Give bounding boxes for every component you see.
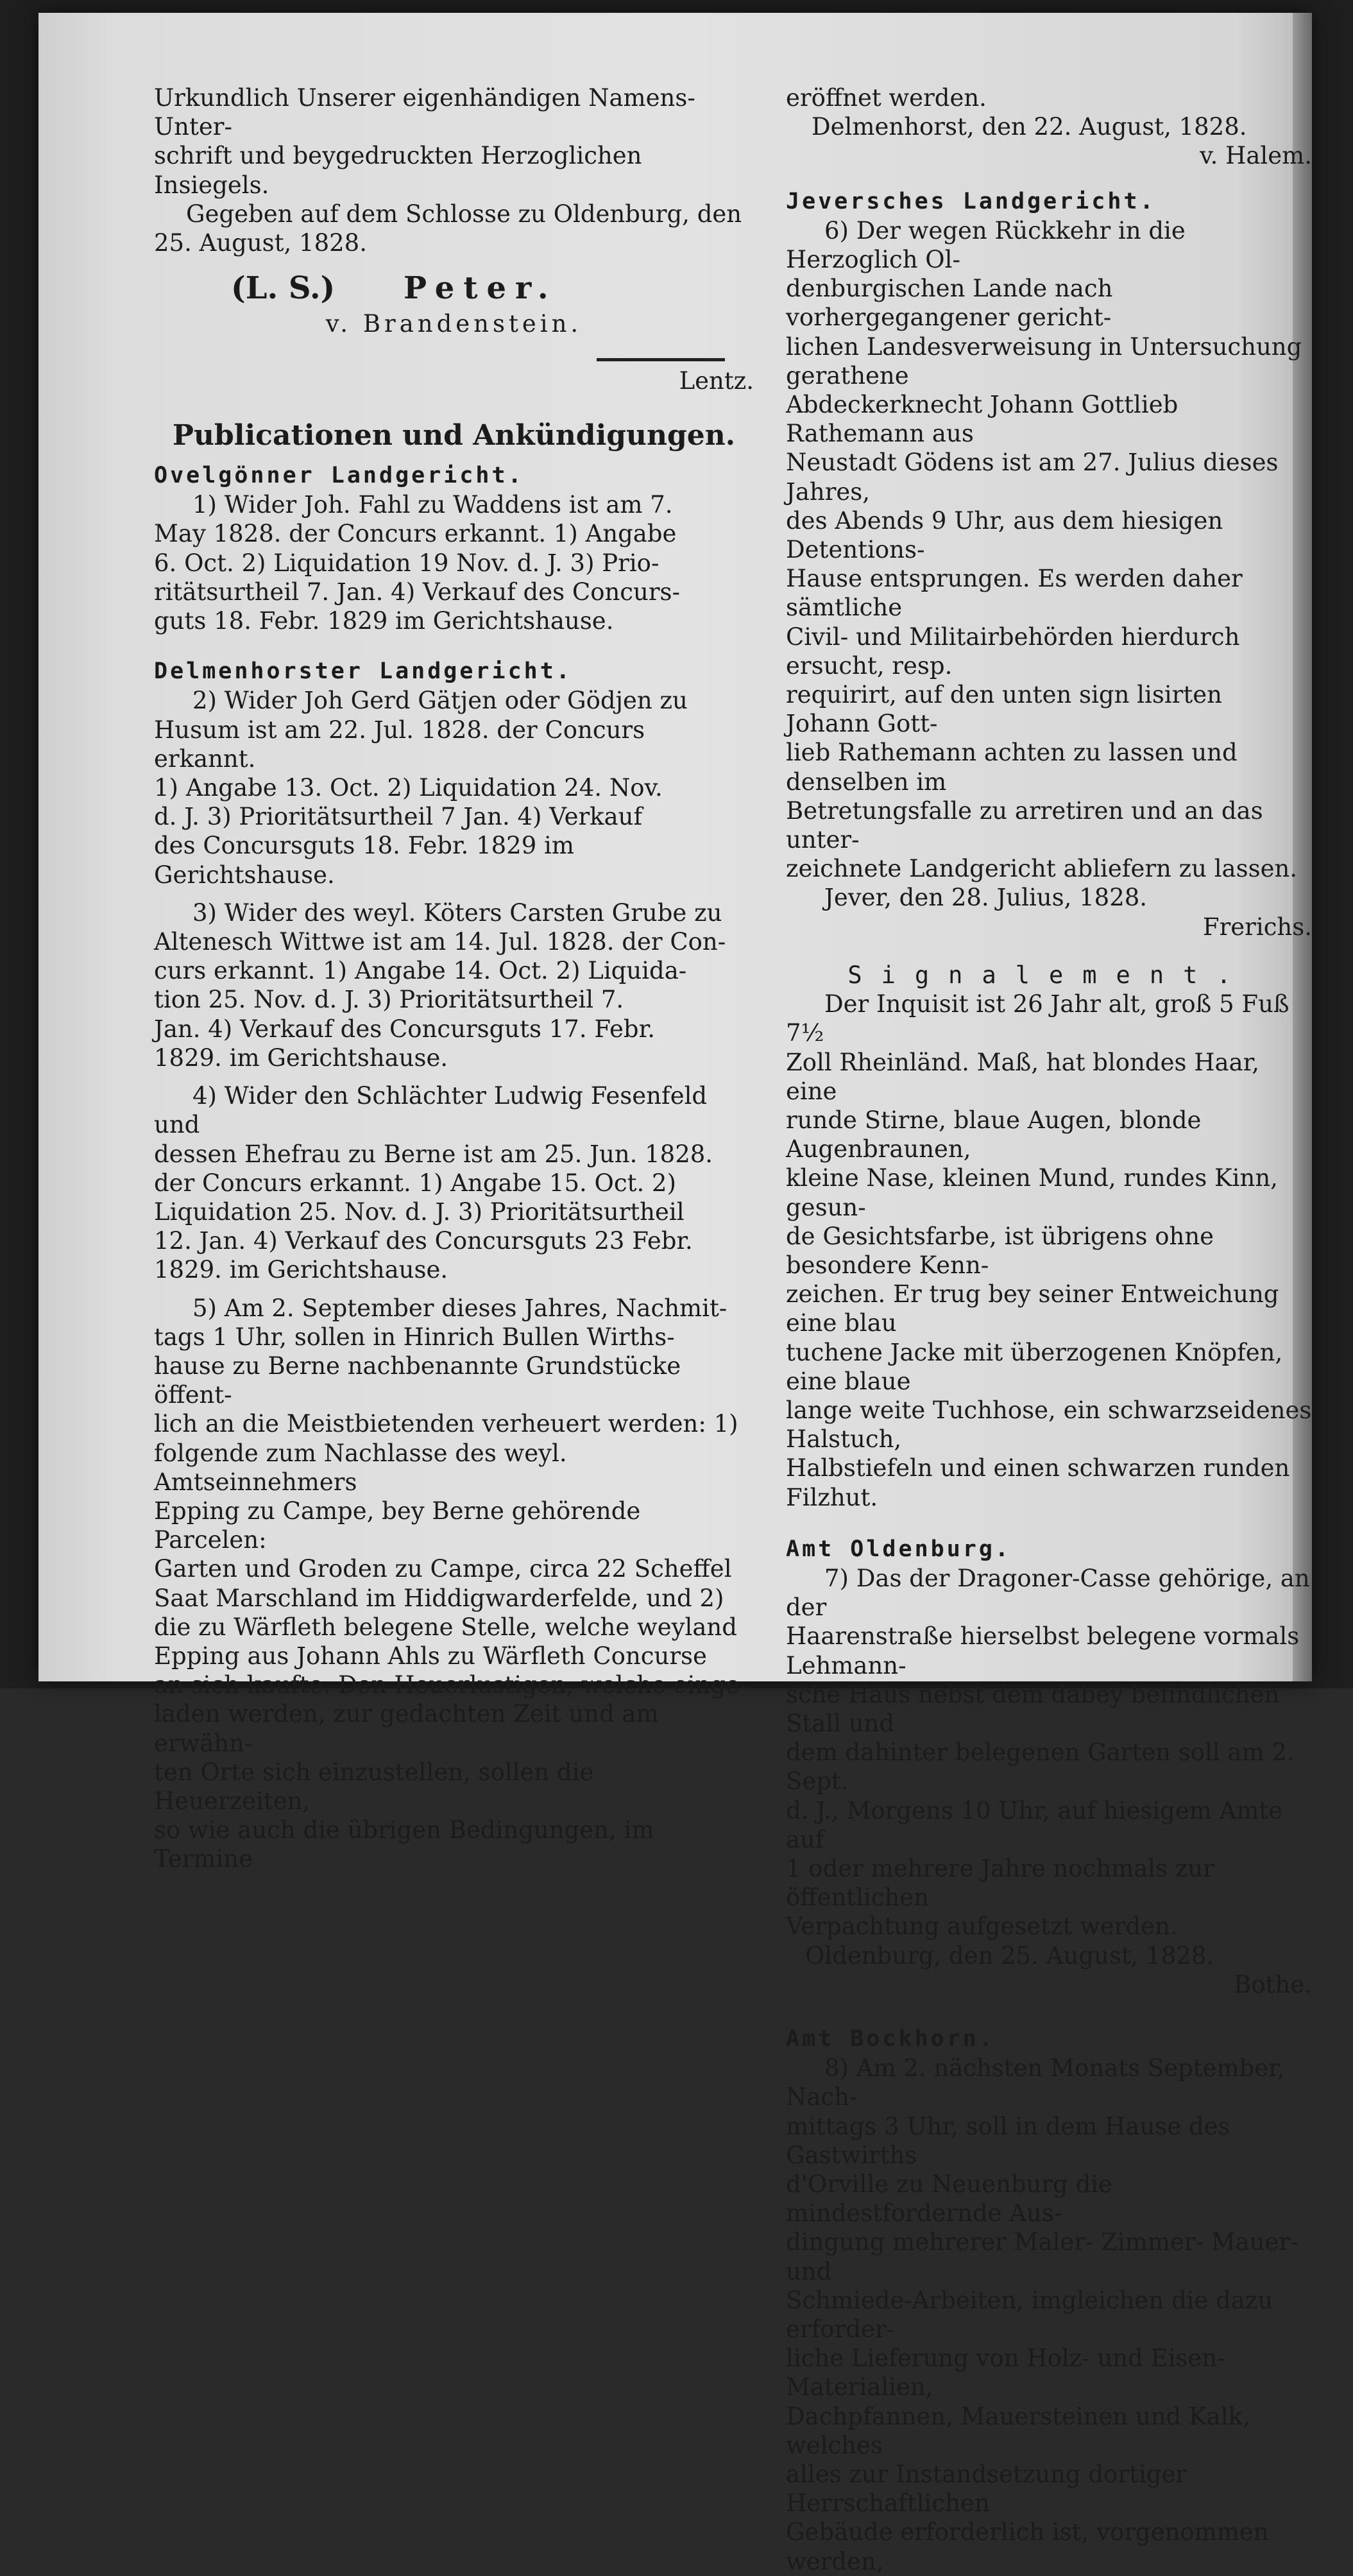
text-line: Neustadt Gödens ist am 27. Julius dieses Jahres, — [786, 449, 1279, 506]
court-heading: Delmenhorster Landgericht. — [154, 658, 572, 685]
text-line: Zoll Rheinländ. Maß, hat blondes Haar, eine — [786, 1048, 1260, 1105]
intro-paragraph — [154, 83, 754, 257]
notice-8 — [786, 2054, 1312, 2576]
text-line: ten Orte sich einzustellen, sollen die Heuerzeiten, — [154, 1758, 594, 1815]
text-line: liche Lieferung von Holz- und Eisen-Materialien, — [786, 2344, 1225, 2401]
text-line: der Concurs erkannt. 1) Angabe 15. Oct. 2) — [154, 1169, 676, 1197]
text-line: Husum ist am 22. Jul. 1828. der Concurs erkannt. — [154, 716, 645, 773]
right-column — [786, 83, 1312, 2576]
text-line: Gebäude erforderlich ist, vorgenommen werden, — [786, 2518, 1269, 2575]
signalement-heading: Signalement. — [847, 961, 1250, 989]
text-line: Altenesch Wittwe ist am 14. Jul. 1828. der Con- — [154, 928, 726, 956]
notice-4 — [154, 1081, 754, 1284]
text-line: lieb Rathemann achten zu lassen und denselben im — [786, 739, 1238, 796]
signatory: Bothe. — [1234, 1970, 1312, 1998]
text-line: curs erkannt. 1) Angabe 14. Oct. 2) Liquida- — [154, 957, 687, 985]
text-line: 8) Am 2. nächsten Monats September, Nach- — [786, 2054, 1285, 2111]
notice-6 — [786, 216, 1312, 884]
text-line: dem dahinter belegenen Garten soll am 2. Sept. — [786, 1739, 1295, 1796]
divider-rule — [597, 358, 725, 361]
text-line: des Concursguts 18. Febr. 1829 im Gerichtshause. — [154, 832, 574, 889]
seal-mark: (L. S.) — [231, 270, 336, 307]
text-line: 4) Wider den Schlächter Ludwig Fesenfeld und — [154, 1082, 708, 1139]
text-line: 6) Der wegen Rückkehr in die Herzoglich Ol- — [786, 216, 1186, 274]
text-line: d. J. 3) Prioritätsurtheil 7 Jan. 4) Verkauf — [154, 803, 643, 831]
text-line: requirirt, auf den unten sign lisirten Johann Gott- — [786, 681, 1222, 738]
court-heading: Jeversches Landgericht. — [786, 188, 1156, 214]
text-line: 12. Jan. 4) Verkauf des Concursguts 23 Febr. — [154, 1227, 693, 1255]
text-line: 6. Oct. 2) Liquidation 19 Nov. d. J. 3) Prio- — [154, 549, 659, 577]
text-line: tion 25. Nov. d. J. 3) Prioritätsurtheil 7. — [154, 986, 624, 1014]
place-date: Oldenburg, den 25. August, 1828. — [805, 1941, 1214, 1970]
text-line: zeichnete Landgericht abliefern zu lassen. — [786, 855, 1298, 883]
ruler-signature: Peter. — [403, 270, 557, 307]
text-line: kleine Nase, kleinen Mund, rundes Kinn, gesun- — [786, 1164, 1278, 1221]
text-line: dingung mehrerer Maler- Zimmer- Mauer- und — [786, 2228, 1298, 2285]
text-line: mittags 3 Uhr, soll in dem Hause des Gastwirths — [786, 2112, 1230, 2169]
text-line: d. J., Morgens 10 Uhr, auf hiesigem Amte auf — [786, 1796, 1283, 1853]
text-line: alles zur Instandsetzung dortiger Herrschaftlichen — [786, 2460, 1187, 2518]
text-line: 3) Wider des weyl. Köters Carsten Grube zu — [192, 898, 722, 927]
text-line: 1) Angabe 13. Oct. 2) Liquidation 24. Nov. — [154, 774, 663, 802]
place-date: Jever, den 28. Julius, 1828. — [824, 884, 1148, 912]
text-line: tags 1 Uhr, sollen in Hinrich Bullen Wirths- — [154, 1323, 675, 1351]
text-line: Epping zu Campe, bey Berne gehörende Parcelen: — [154, 1497, 641, 1554]
text-line: Garten und Groden zu Campe, circa 22 Scheffel — [154, 1555, 732, 1583]
text-line: 1829. im Gerichtshause. — [154, 1043, 448, 1072]
notice-1 — [154, 490, 754, 635]
text-line: dessen Ehefrau zu Berne ist am 25. Jun. 1828. — [154, 1140, 713, 1168]
text-line: lichen Landesverweisung in Untersuchung gerathene — [786, 332, 1302, 390]
section-title: Publicationen und Ankündigungen. — [172, 418, 736, 452]
text-line: denburgischen Lande nach vorhergegangener gericht- — [786, 275, 1113, 332]
text-line: d'Orville zu Neuenburg die mindestfordernde Aus- — [786, 2170, 1112, 2228]
notice-3 — [154, 898, 754, 1072]
text-line: 1829. im Gerichtshause. — [154, 1256, 448, 1284]
place-date: Delmenhorst, den 22. August, 1828. — [812, 113, 1247, 141]
text-line: Verpachtung aufgesetzt werden. — [786, 1912, 1178, 1941]
court-heading: Ovelgönner Landgericht. — [154, 463, 524, 489]
text-line: 5) Am 2. September dieses Jahres, Nachmit- — [192, 1294, 728, 1322]
text-line: 1) Wider Joh. Fahl zu Waddens ist am 7. — [192, 491, 673, 519]
text-line: eröffnet werden. — [786, 84, 987, 112]
text-line: de Gesichtsfarbe, ist übrigens ohne besondere Kenn- — [786, 1222, 1214, 1279]
secretary-signature: Lentz. — [679, 366, 754, 395]
signature-line — [154, 270, 754, 307]
text-line: Hause entsprungen. Es werden daher sämtliche — [786, 565, 1243, 622]
left-column — [154, 83, 754, 1874]
text-line: Liquidation 25. Nov. d. J. 3) Prioritätsurtheil — [154, 1198, 685, 1226]
text-line: ritätsurtheil 7. Jan. 4) Verkauf des Concurs- — [154, 578, 681, 606]
text-line: an sich kaufte. Den Heuerlustigen, welche einge- — [154, 1671, 748, 1699]
signalement-text — [786, 990, 1312, 1512]
text-line: folgende zum Nachlasse des weyl. Amtseinnehmers — [154, 1439, 567, 1496]
text-line: Gegeben auf dem Schlosse zu Oldenburg, den — [186, 200, 742, 228]
text-line: Betretungsfalle zu arretiren und an das unter- — [786, 796, 1263, 854]
text-line: tuchene Jacke mit überzogenen Knöpfen, eine blaue — [786, 1338, 1283, 1395]
text-line: 2) Wider Joh Gerd Gätjen oder Gödjen zu — [192, 687, 688, 715]
text-line: lange weite Tuchhose, ein schwarzseidenes Halstuch, — [786, 1396, 1312, 1454]
text-line: Dachpfannen, Mauersteinen und Kalk, welches — [786, 2402, 1250, 2459]
text-line: Epping aus Johann Ahls zu Wärfleth Concurse — [154, 1642, 707, 1670]
text-line: Saat Marschland im Hiddigwarderfelde, und 2) — [154, 1584, 724, 1612]
text-line: zeichen. Er trug bey seiner Entweichung eine blau — [786, 1280, 1279, 1337]
text-line: laden werden, zur gedachten Zeit und am erwähn- — [154, 1700, 659, 1757]
text-line: Haarenstraße hierselbst belegene vormals Lehmann- — [786, 1622, 1300, 1679]
text-line: hause zu Berne nachbenannte Grundstücke öffent- — [154, 1352, 681, 1409]
signatory: Frerichs. — [1202, 913, 1312, 941]
text-line: Abdeckerknecht Johann Gottlieb Rathemann aus — [786, 391, 1179, 448]
text-line: so wie auch die übrigen Bedingungen, im Termine — [154, 1816, 654, 1873]
text-line: Schmiede-Arbeiten, imgleichen die dazu erforder- — [786, 2286, 1273, 2344]
text-line: 1 oder mehrere Jahre nochmals zur öffentlichen — [786, 1854, 1214, 1912]
text-line: sche Haus nebst dem dabey befindlichen Stall und — [786, 1680, 1280, 1737]
text-line: des Abends 9 Uhr, aus dem hiesigen Detentions- — [786, 506, 1223, 564]
notice-2 — [154, 686, 754, 889]
court-heading: Amt Oldenburg. — [786, 1536, 1012, 1562]
court-heading: Amt Bockhorn. — [786, 2026, 995, 2052]
signatory: v. Halem. — [1200, 142, 1312, 170]
notice-5 — [154, 1294, 754, 1874]
text-line: Civil- und Militairbehörden hierdurch ersucht, resp. — [786, 623, 1240, 680]
text-line: lich an die Meistbietenden verheuert werden: 1) — [154, 1410, 738, 1438]
text-line: Urkundlich Unserer eigenhändigen Namens-Unter- — [154, 84, 695, 141]
text-line: Der Inquisit ist 26 Jahr alt, groß 5 Fuß 7½ — [786, 990, 1289, 1047]
text-line: May 1828. der Concurs erkannt. 1) Angabe — [154, 520, 677, 548]
text-line: 7) Das der Dragoner-Casse gehörige, an der — [786, 1564, 1310, 1622]
countersignature: v. Brandenstein. — [325, 310, 583, 338]
text-line: guts 18. Febr. 1829 im Gerichtshause. — [154, 607, 614, 635]
text-line: runde Stirne, blaue Augen, blonde Augenbraunen, — [786, 1106, 1202, 1163]
notice-7 — [786, 1564, 1312, 1941]
text-line: schrift und beygedruckten Herzoglichen Insiegels. — [154, 142, 642, 199]
text-line: 25. August, 1828. — [154, 229, 367, 257]
text-line: Halbstiefeln und einen schwarzen runden Filzhut. — [786, 1454, 1290, 1511]
text-line: die zu Wärfleth belegene Stelle, welche weyland — [154, 1613, 737, 1641]
text-line: Jan. 4) Verkauf des Concursguts 17. Febr. — [154, 1015, 655, 1043]
